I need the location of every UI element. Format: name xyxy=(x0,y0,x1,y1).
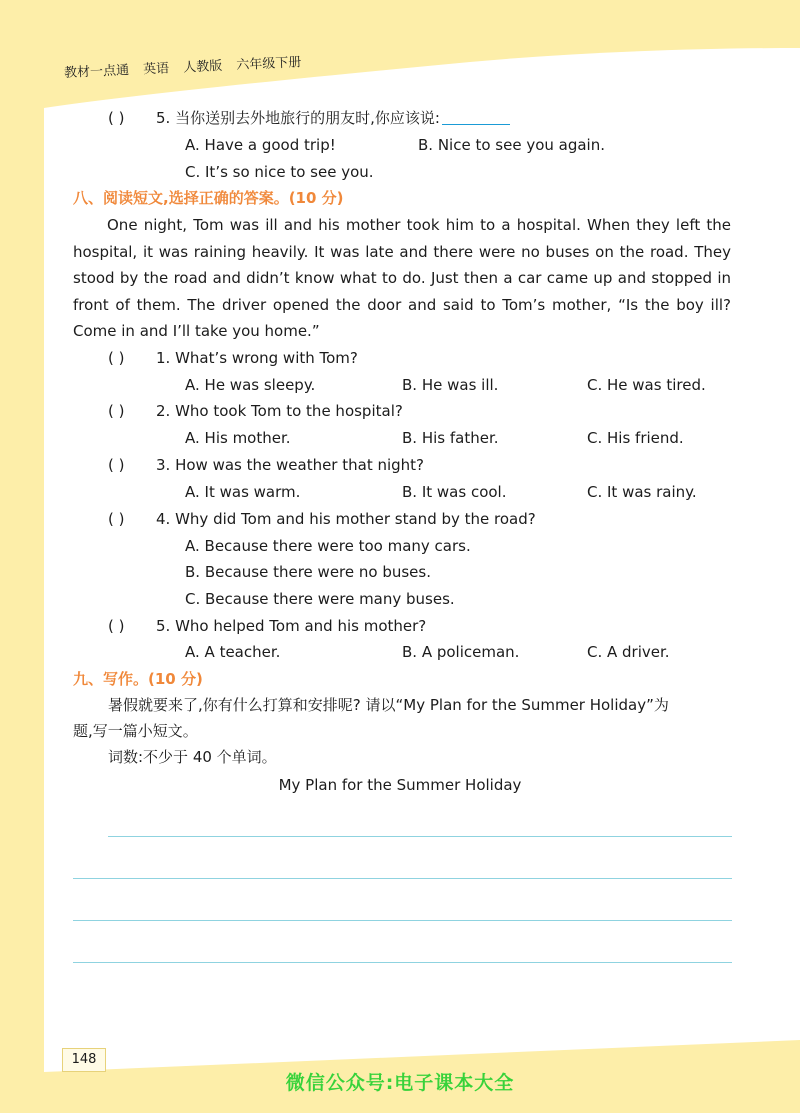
option-c: C. It’s so nice to see you. xyxy=(185,163,374,181)
reading-question-1 xyxy=(108,348,358,368)
option-a: A. His mother. xyxy=(185,429,291,447)
word-count-requirement: 词数:不少于 40 个单词。 xyxy=(108,748,277,766)
section-8-title: 八、阅读短文,选择正确的答案。(10 分) xyxy=(73,189,344,207)
option-a: A. Have a good trip! xyxy=(185,136,336,154)
answer-blank-paren[interactable]: ( ) xyxy=(108,456,125,474)
page-number: 148 xyxy=(62,1048,106,1072)
question-stem: 1. What’s wrong with Tom? xyxy=(156,349,358,367)
option-a: A. A teacher. xyxy=(185,643,281,661)
option-c: C. It was rainy. xyxy=(587,483,697,501)
header-edition: 人教版 xyxy=(182,58,223,76)
writing-line-2[interactable] xyxy=(73,878,732,879)
writing-line-3[interactable] xyxy=(73,920,732,921)
reading-question-4 xyxy=(108,509,536,529)
option-c: C. His friend. xyxy=(587,429,684,447)
option-a: A. Because there were too many cars. xyxy=(185,537,471,555)
option-b: B. Nice to see you again. xyxy=(418,136,606,154)
header-grade: 六年级下册 xyxy=(236,55,302,74)
option-b: B. It was cool. xyxy=(402,483,507,501)
answer-blank-line[interactable] xyxy=(442,110,510,125)
answer-blank-paren[interactable]: ( ) xyxy=(108,510,125,528)
essay-title: My Plan for the Summer Holiday xyxy=(278,776,522,794)
answer-blank-paren[interactable]: ( ) xyxy=(108,617,125,635)
reading-question-2 xyxy=(108,401,403,421)
header-subject: 英语 xyxy=(142,61,170,78)
reading-question-3 xyxy=(108,455,424,475)
question-stem: 4. Why did Tom and his mother stand by the road? xyxy=(156,510,536,528)
option-b: B. Because there were no buses. xyxy=(185,563,431,581)
answer-blank-paren[interactable]: ( ) xyxy=(108,402,125,420)
reading-question-5 xyxy=(108,616,426,636)
question-stem: 5. Who helped Tom and his mother? xyxy=(156,617,427,635)
writing-line-4[interactable] xyxy=(73,962,732,963)
prev-question-5 xyxy=(108,108,510,128)
option-b: B. His father. xyxy=(402,429,499,447)
watermark: 微信公众号:电子课本大全 xyxy=(285,1072,515,1094)
option-a: A. It was warm. xyxy=(185,483,301,501)
answer-blank-paren[interactable]: ( ) xyxy=(108,109,125,127)
writing-line-1[interactable] xyxy=(108,836,732,837)
question-stem: 5. 当你送别去外地旅行的朋友时,你应该说: xyxy=(156,109,440,127)
section-9-title: 九、写作。(10 分) xyxy=(73,670,203,688)
writing-prompt-line-2: 题,写一篇小短文。 xyxy=(73,722,198,740)
writing-prompt-line-1: 暑假就要来了,你有什么打算和安排呢? 请以“My Plan for the Summer Holiday”为 xyxy=(108,696,669,714)
option-c: C. Because there were many buses. xyxy=(185,590,455,608)
question-stem: 2. Who took Tom to the hospital? xyxy=(156,402,403,420)
header-book: 教材一点通 xyxy=(63,63,130,81)
option-a: A. He was sleepy. xyxy=(185,376,316,394)
option-b: B. A policeman. xyxy=(402,643,520,661)
option-b: B. He was ill. xyxy=(402,376,499,394)
option-c: C. He was tired. xyxy=(587,376,706,394)
reading-passage: One night, Tom was ill and his mother took him to a hospital. When they left the hospital, it was raining heavily. It was late and there were no buses on the road. They stood by the road and didn’t know what to do. Just then a car came up and stopped in front of them. The driver opened the door and said to Tom’s mother, “Is the boy ill? Come in and I’ll take you home.” xyxy=(73,216,731,340)
question-stem: 3. How was the weather that night? xyxy=(156,456,425,474)
answer-blank-paren[interactable]: ( ) xyxy=(108,349,125,367)
option-c: C. A driver. xyxy=(587,643,670,661)
